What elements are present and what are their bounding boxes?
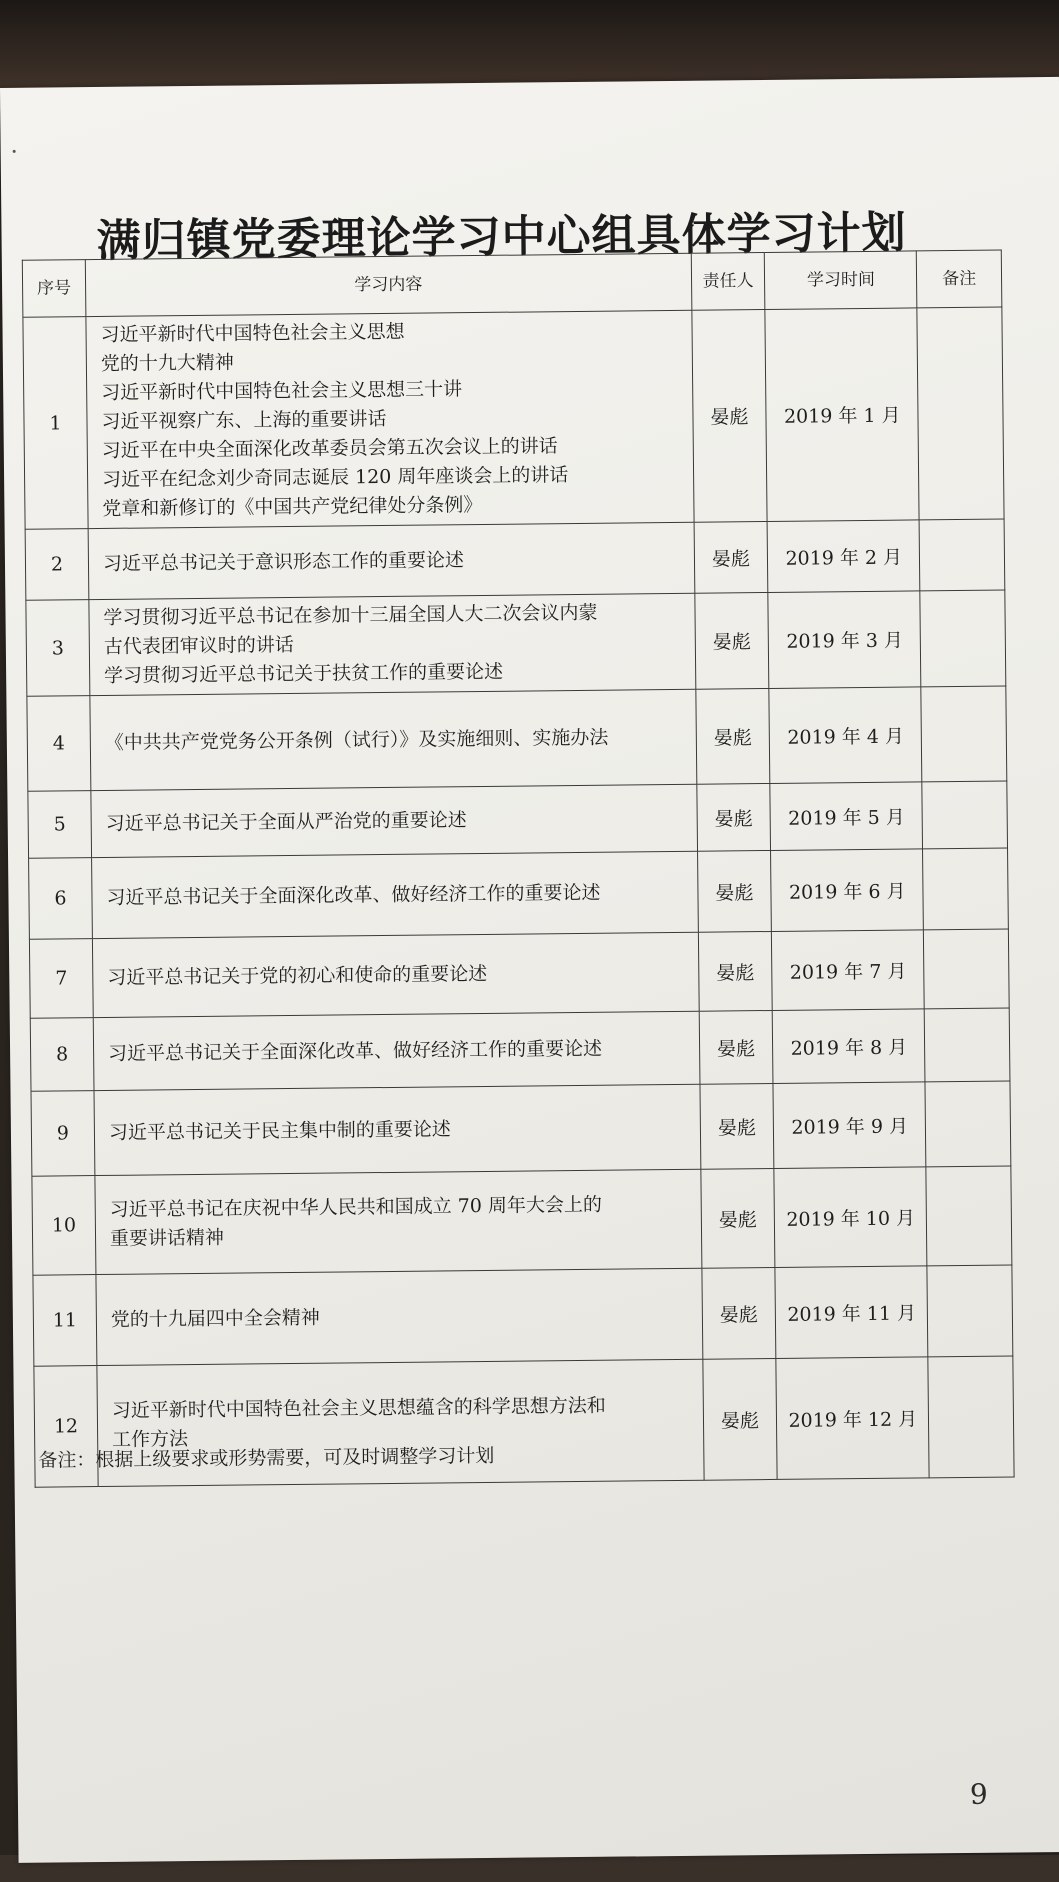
row-time: 2019 年 2 月 xyxy=(767,520,920,593)
row-person: 晏彪 xyxy=(699,1010,774,1084)
content-line: 习近平总书记关于党的初心和使命的重要论述 xyxy=(107,962,488,989)
table-header-row xyxy=(22,250,1002,317)
row-person: 晏彪 xyxy=(691,309,767,522)
row-time: 2019 年 12 月 xyxy=(776,1357,929,1480)
row-person: 晏彪 xyxy=(700,1083,775,1169)
row-number: 6 xyxy=(29,858,93,940)
row-content xyxy=(92,932,698,1017)
row-number: 7 xyxy=(29,939,93,1019)
content-line: 习近平新时代中国特色社会主义思想蕴含的科学思想方法和 xyxy=(111,1394,606,1422)
row-content xyxy=(94,1084,700,1175)
header-time: 学习时间 xyxy=(765,251,918,310)
row-person: 晏彪 xyxy=(702,1358,777,1480)
row-person: 晏彪 xyxy=(695,688,770,784)
page-number: 9 xyxy=(969,1777,988,1811)
table-row xyxy=(33,1265,1013,1366)
row-number: 1 xyxy=(23,317,88,530)
content-line: 习近平总书记关于全面从严治党的重要论述 xyxy=(105,808,467,835)
row-number: 12 xyxy=(34,1366,98,1488)
content-line: 习近平总书记关于全面深化改革、做好经济工作的重要论述 xyxy=(106,881,601,909)
row-content xyxy=(88,522,694,599)
table-row xyxy=(28,781,1008,858)
row-content xyxy=(89,593,696,695)
study-plan-table xyxy=(22,250,1015,1488)
row-note xyxy=(919,519,1004,591)
row-note xyxy=(920,590,1006,687)
row-content xyxy=(86,310,694,528)
row-person: 晏彪 xyxy=(696,783,770,851)
content-line: 党的十九届四中全会精神 xyxy=(110,1306,320,1331)
row-content xyxy=(90,689,697,790)
header-note: 备注 xyxy=(917,250,1002,308)
row-number: 8 xyxy=(30,1018,94,1092)
content-line: 习近平新时代中国特色社会主义思想三十讲 xyxy=(101,378,463,404)
content-line: 习近平总书记关于意识形态工作的重要论述 xyxy=(102,548,465,575)
row-number: 3 xyxy=(26,600,90,697)
table-row xyxy=(30,1008,1010,1091)
row-content xyxy=(91,784,697,857)
row-number: 11 xyxy=(33,1275,97,1367)
table-row xyxy=(23,307,1004,529)
content-line: 习近平新时代中国特色社会主义思想 xyxy=(100,320,405,346)
content-line: 习近平在纪念刘少奇同志诞辰 120 周年座谈会上的讲话 xyxy=(101,464,569,491)
row-time: 2019 年 4 月 xyxy=(769,687,922,784)
content-line: 学习贯彻习近平总书记关于扶贫工作的重要论述 xyxy=(103,660,504,687)
table-row xyxy=(29,848,1009,939)
row-note xyxy=(926,1166,1012,1266)
table-row xyxy=(31,1081,1011,1176)
content-line: 《中共共产党党务公开条例（试行）》及实施细则、实施办法 xyxy=(104,726,609,754)
document-title: 满归镇党委理论学习中心组具体学习计划 xyxy=(96,207,907,267)
row-person: 晏彪 xyxy=(698,931,773,1011)
row-number: 9 xyxy=(31,1091,95,1177)
row-note xyxy=(925,1081,1011,1167)
row-number: 2 xyxy=(25,529,89,601)
row-content xyxy=(93,1011,699,1090)
row-number: 5 xyxy=(28,791,92,859)
content-line: 习近平总书记在庆祝中华人民共和国成立 70 周年大会上的 xyxy=(109,1193,603,1221)
row-time: 2019 年 7 月 xyxy=(772,930,925,1011)
row-time: 2019 年 8 月 xyxy=(773,1009,926,1084)
content-line: 重要讲话精神 xyxy=(109,1226,225,1250)
paper-speck xyxy=(13,150,16,153)
row-time: 2019 年 5 月 xyxy=(770,782,923,851)
row-time: 2019 年 9 月 xyxy=(773,1082,926,1169)
content-line: 党的十九大精神 xyxy=(100,351,234,375)
header-content: 学习内容 xyxy=(85,253,691,316)
table-row xyxy=(25,519,1005,600)
content-line: 古代表团审议时的讲话 xyxy=(103,633,294,658)
row-note xyxy=(921,686,1007,782)
table-row xyxy=(32,1166,1012,1275)
content-line: 习近平总书记关于民主集中制的重要论述 xyxy=(108,1117,451,1144)
header-no: 序号 xyxy=(22,260,86,318)
row-person: 晏彪 xyxy=(694,521,769,593)
row-time: 2019 年 3 月 xyxy=(768,591,921,689)
table-row xyxy=(29,929,1009,1018)
row-person: 晏彪 xyxy=(694,592,769,689)
content-line: 习近平总书记关于全面深化改革、做好经济工作的重要论述 xyxy=(107,1037,603,1065)
content-line: 党章和新修订的《中国共产党纪律处分条例》 xyxy=(102,493,483,520)
row-content xyxy=(96,1268,703,1365)
content-line: 习近平在中央全面深化改革委员会第五次会议上的讲话 xyxy=(101,435,558,462)
row-note xyxy=(922,781,1007,849)
row-note xyxy=(923,848,1009,930)
table-row xyxy=(27,686,1007,791)
row-person: 晏彪 xyxy=(701,1267,776,1359)
row-number: 10 xyxy=(32,1176,96,1276)
row-content xyxy=(95,1169,702,1274)
row-note xyxy=(928,1356,1014,1478)
row-person: 晏彪 xyxy=(697,850,772,932)
row-content xyxy=(92,851,698,938)
row-note xyxy=(927,1265,1013,1357)
row-number: 4 xyxy=(27,696,91,792)
content-line: 学习贯彻习近平总书记在参加十三届全国人大二次会议内蒙 xyxy=(103,601,598,629)
row-time: 2019 年 1 月 xyxy=(765,308,919,522)
row-time: 2019 年 11 月 xyxy=(775,1266,928,1359)
row-person: 晏彪 xyxy=(700,1168,775,1268)
document-page xyxy=(0,77,1059,1863)
row-note xyxy=(917,307,1004,520)
row-time: 2019 年 10 月 xyxy=(774,1167,927,1268)
row-note xyxy=(924,929,1010,1009)
row-note xyxy=(924,1008,1009,1082)
header-person: 责任人 xyxy=(691,253,765,311)
content-line: 习近平视察广东、上海的重要讲话 xyxy=(101,407,387,433)
row-time: 2019 年 6 月 xyxy=(771,849,924,932)
footnote: 备注：根据上级要求或形势需要，可及时调整学习计划 xyxy=(38,1444,495,1472)
content-line: 工作方法 xyxy=(111,1428,189,1451)
table-row xyxy=(26,590,1006,696)
